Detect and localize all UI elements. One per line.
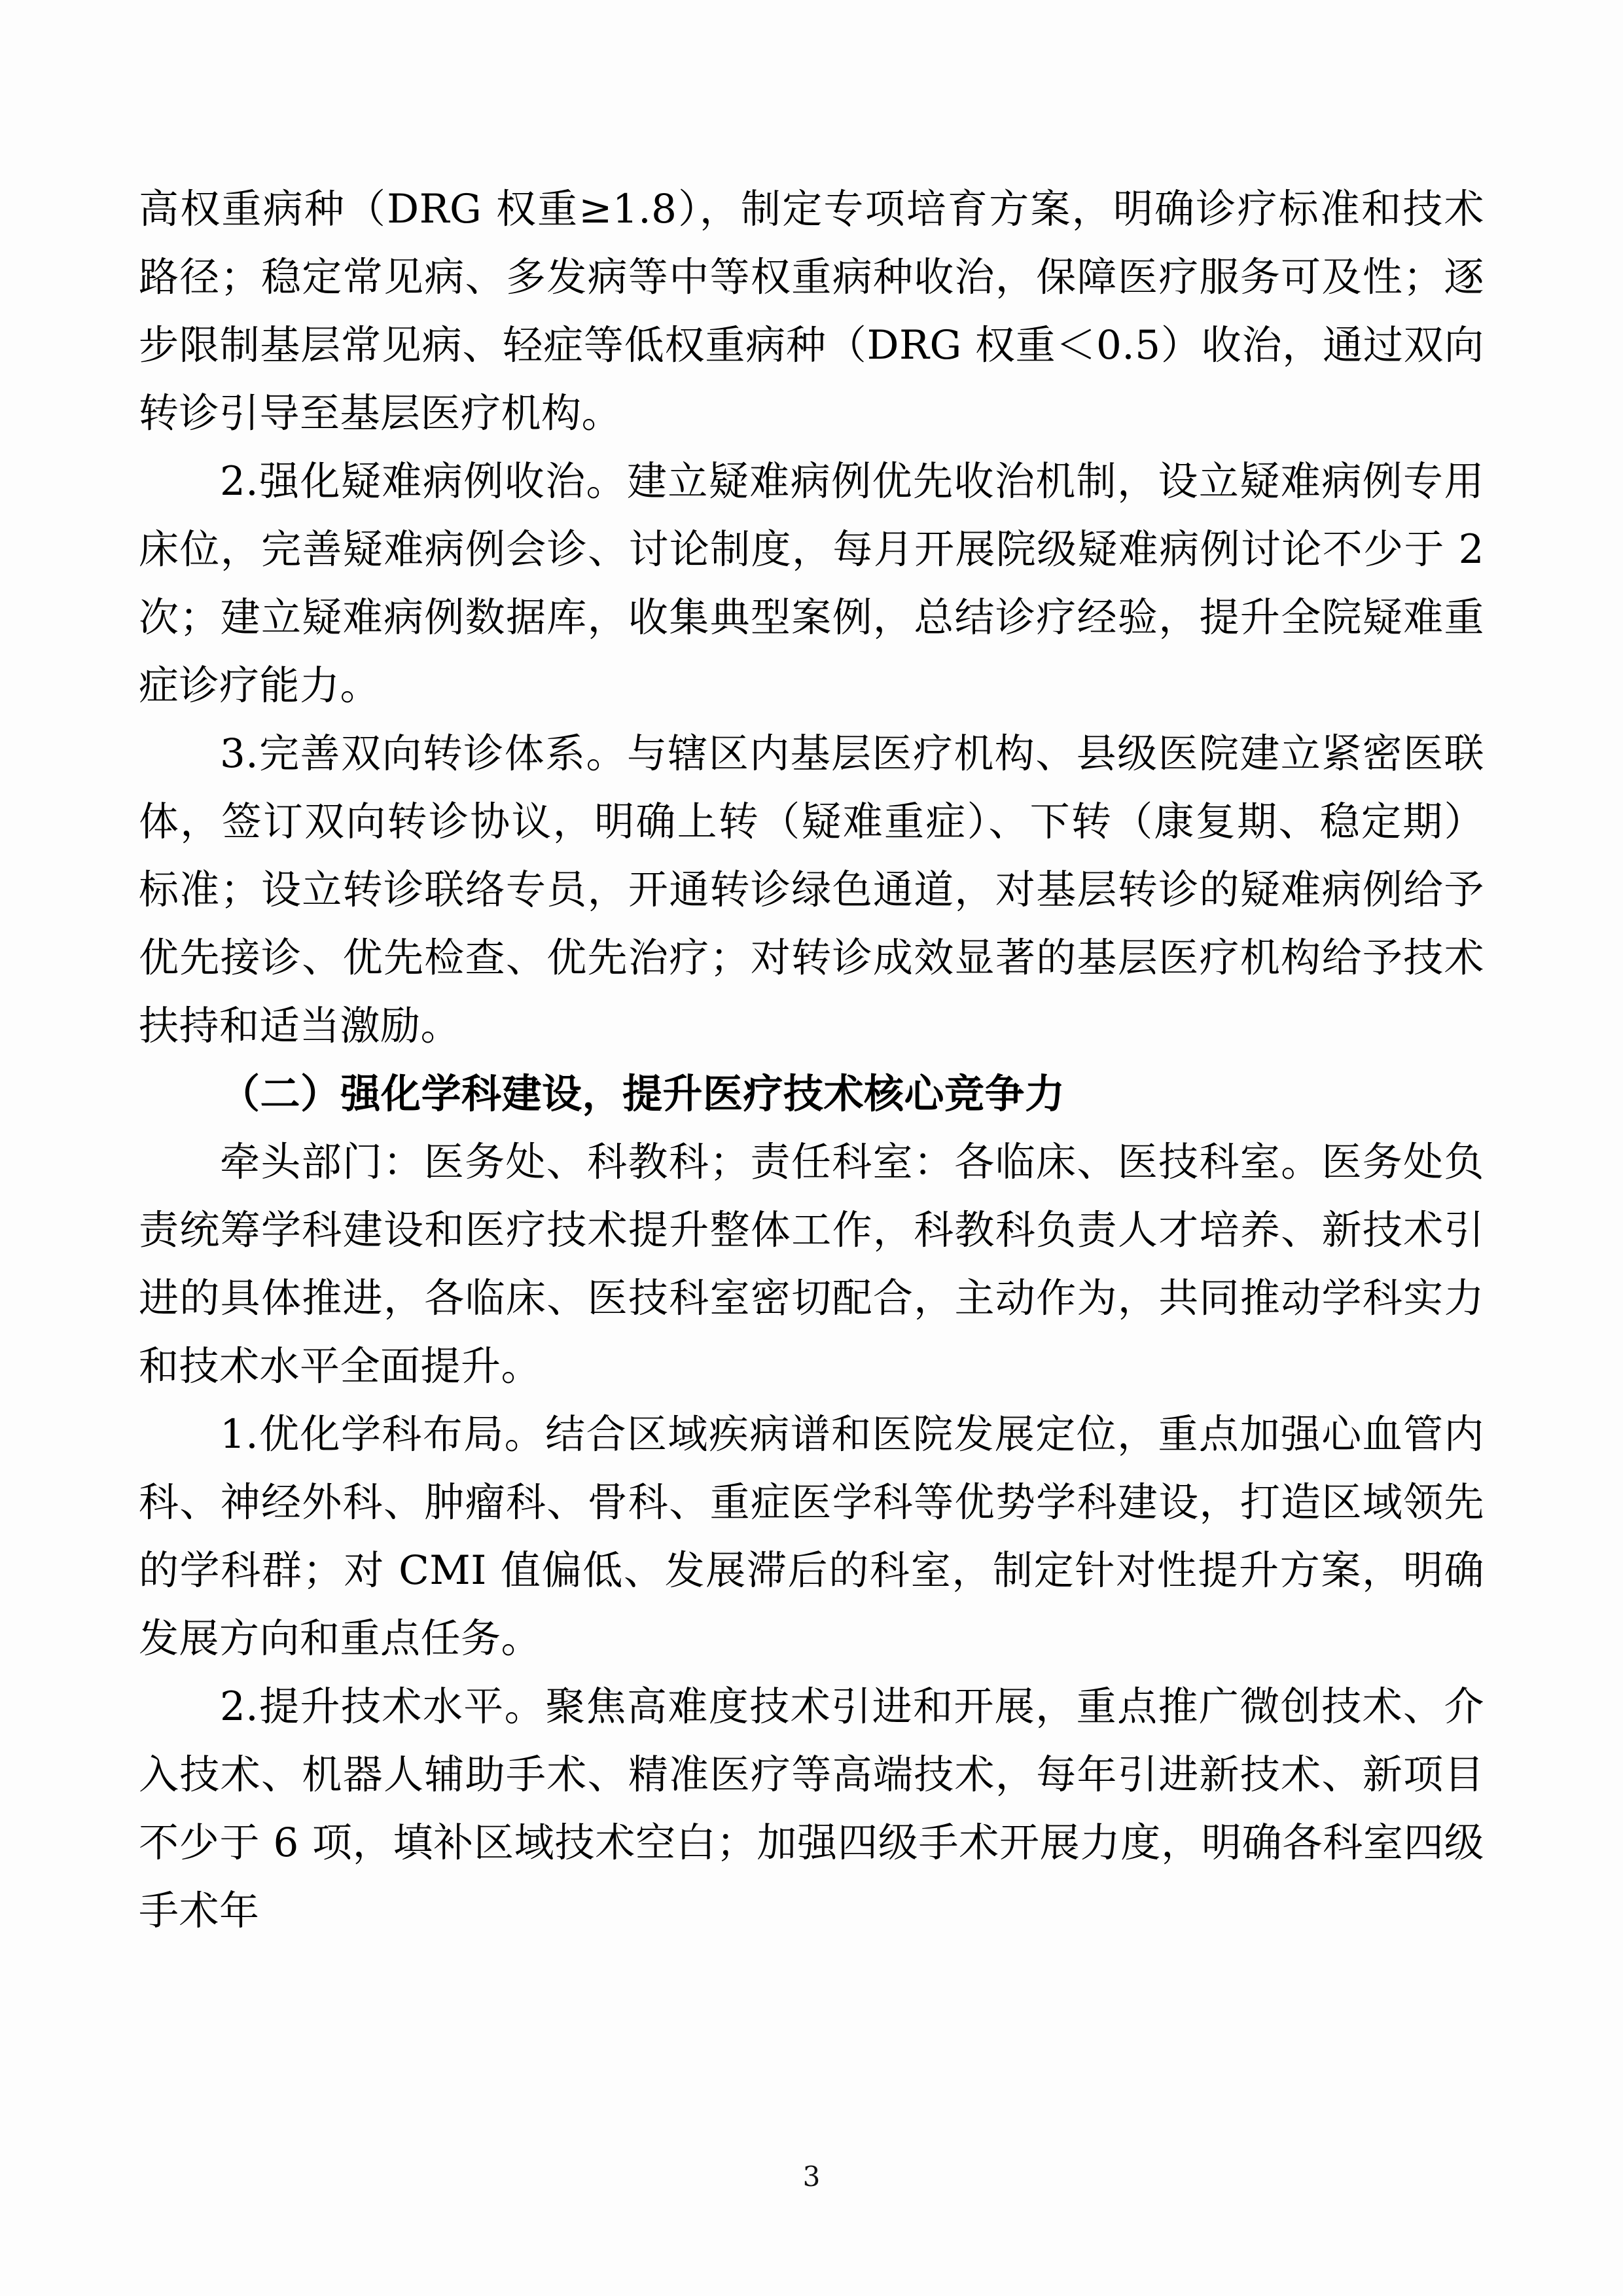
page-content bbox=[139, 175, 1484, 1945]
numbered-item-3-two-way-referral-system: 3.完善双向转诊体系。与辖区内基层医疗机构、县级医院建立紧密医联体，签订双向转诊协议，明确上转（疑难重症）、下转（康复期、稳定期）标准；设立转诊联络专员，开通转诊绿色通道，对基层转诊的疑难病例给予优先接诊、优先检查、优先治疗；对转诊成效显著的基层医疗机构给予技术扶持和适当激励。 bbox=[139, 730, 1484, 1049]
page-number: 3 bbox=[802, 2161, 821, 2193]
paragraph-continued-from-previous-page: 高权重病种（DRG 权重≥1.8），制定专项培育方案，明确诊疗标准和技术路径；稳定常见病、多发病等中等权重病种收治，保障医疗服务可及性；逐步限制基层常见病、轻症等低权重病种（DRG 权重＜0.5）收治，通过双向转诊引导至基层医疗机构。 bbox=[139, 186, 1484, 437]
numbered-item-2-difficult-case-admission: 2.强化疑难病例收治。建立疑难病例优先收治机制，设立疑难病例专用床位，完善疑难病例会诊、讨论制度，每月开展院级疑难病例讨论不少于 2 次；建立疑难病例数据库，收集典型案例，总结诊疗经验，提升全院疑难重症诊疗能力。 bbox=[139, 458, 1484, 709]
numbered-item-2-improve-technical-level: 2.提升技术水平。聚焦高难度技术引进和开展，重点推广微创技术、介入技术、机器人辅助手术、精准医疗等高端技术，每年引进新技术、新项目不少于 6 项，填补区域技术空白；加强四级手术开展力度，明确各科室四级手术年 bbox=[139, 1683, 1484, 1934]
section-heading-2-strengthen-discipline-construction: （二）强化学科建设，提升医疗技术核心竞争力 bbox=[220, 1071, 1065, 1117]
numbered-item-1-optimize-discipline-layout: 1.优化学科布局。结合区域疾病谱和医院发展定位，重点加强心血管内科、神经外科、肿瘤科、骨科、重症医学科等优势学科建设，打造区域领先的学科群；对 CMI 值偏低、发展滞后的科室，制定针对性提升方案，明确发展方向和重点任务。 bbox=[139, 1411, 1484, 1662]
paragraph-lead-department-responsibility: 牵头部门：医务处、科教科；责任科室：各临床、医技科室。医务处负责统筹学科建设和医疗技术提升整体工作，科教科负责人才培养、新技术引进的具体推进，各临床、医技科室密切配合，主动作为，共同推动学科实力和技术水平全面提升。 bbox=[139, 1139, 1484, 1390]
